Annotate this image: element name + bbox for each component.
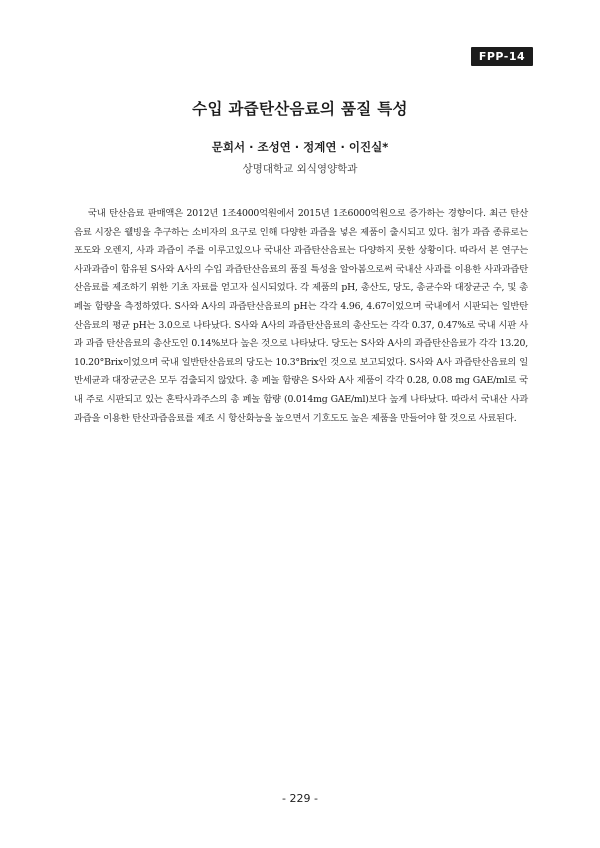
page-number: - 229 - xyxy=(282,792,318,805)
affiliation: 상명대학교 외식영양학과 xyxy=(242,163,358,175)
author-list: 문희서 · 조성연 · 정계연 · 이진실* xyxy=(211,140,389,154)
paper-title: 수입 과즙탄산음료의 품질 특성 xyxy=(192,100,408,118)
abstract-body: 국내 탄산음료 판매액은 2012년 1조4000억원에서 2015년 1조6000억원으로 증가하는 경향이다. 최근 탄산음료 시장은 웰빙을 추구하는 소비자의 요구로 인해 다양한 과즙을 넣은 제품이 출시되고 있다. 첨가 과즙 종류로는 포도와 오렌지, 사과 과즙이 주를 이루고있으나 국내산 과즙탄산음료는 다양하지 못한 상황이다. 따라서 본 연구는 사과과즙이 함유된 S사와 A사의 수입 과즙탄산음료의 품질 특성을 알아봄으로써 국내산 사과를 이용한 사과과즙탄산음료를 제조하기 위한 기초 자료를 얻고자 실시되었다. 각 제품의 pH, 총산도, 당도, 총균수와 대장균군 수, 및 총 페놀 함량을 측정하였다. S사와 A사의 과즙탄산음료의 pH는 각각 4.96, 4.67이었으며 국내에서 시판되는 일반탄산음료의 평균 pH는 3.0으로 나타났다. S사와 A사의 과즙탄산음료의 총산도는 각각 0.37, 0.47%로 국내 시판 사과 과즙 탄산음료의 총산도인 0.14%보다 높은 것으로 나타났다. 당도는 S사와 A사의 과즙탄산음료가 각각 13.20, 10.20°Brix이었으며 국내 일반탄산음료의 당도는 10.3°Brix인 것으로 보고되었다. S사와 A사 과즙탄산음료의 일반세균과 대장균군은 모두 검출되지 않았다. 총 페놀 함량은 S사와 A사 제품이 각각 0.28, 0.08 mg GAE/ml로 국내 주로 시판되고 있는 혼탁사과주스의 총 페놀 함량 (0.014mg GAE/ml)보다 높게 나타났다. 따라서 국내산 사과 과즙을 이용한 탄산과즙음료를 제조 시 항산화능을 높으면서 기호도도 높은 제품을 만들어야 할 것으로 사료된다. xyxy=(74,208,528,424)
session-badge: FPP-14 xyxy=(471,47,533,66)
